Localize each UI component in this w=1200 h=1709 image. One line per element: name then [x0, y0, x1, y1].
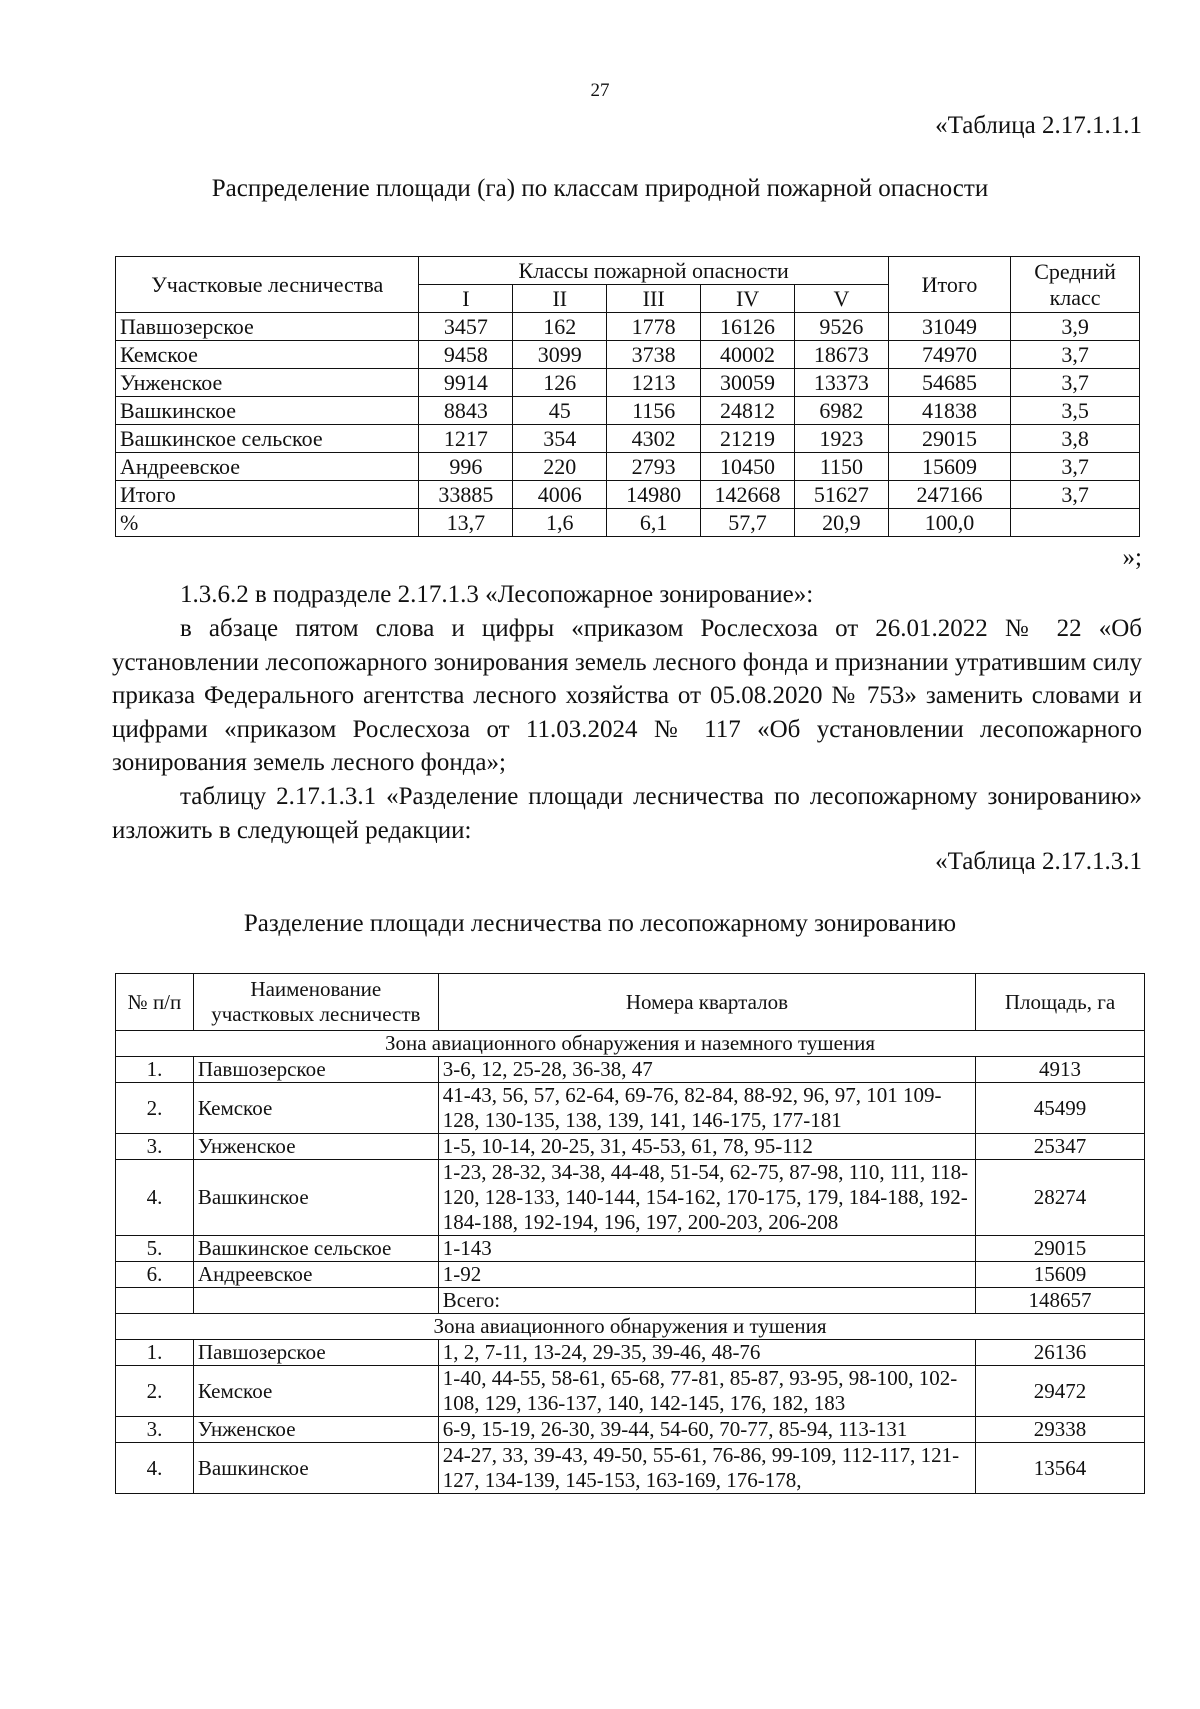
value-cell: 126 — [513, 369, 607, 397]
value-cell: 142668 — [701, 481, 795, 509]
table-row — [116, 509, 1140, 537]
table-header-row — [116, 257, 1140, 285]
district-name-cell: Итого — [116, 481, 419, 509]
district-name-cell: Вашкинское — [193, 1443, 438, 1494]
table-row — [116, 313, 1140, 341]
value-cell: 3,7 — [1011, 481, 1140, 509]
value-cell: 1778 — [607, 313, 701, 341]
area-cell: 4913 — [976, 1057, 1145, 1083]
value-cell: 74970 — [888, 341, 1010, 369]
value-cell: 1,6 — [513, 509, 607, 537]
quarters-cell: 6-9, 15-19, 26-30, 39-44, 54-60, 70-77, 85-94, 113-131 — [438, 1417, 975, 1443]
row-number-cell: 6. — [116, 1262, 194, 1288]
quarters-cell: 41-43, 56, 57, 62-64, 69-76, 82-84, 88-92, 96, 97, 101 109-128, 130-135, 138, 139, 141, 146-175, 177-181 — [438, 1083, 975, 1134]
header-district: Участковые лесничества — [116, 257, 419, 313]
value-cell: 100,0 — [888, 509, 1010, 537]
header-class: IV — [701, 285, 795, 313]
value-cell: 51627 — [794, 481, 888, 509]
district-name-cell: Павшозерское — [116, 313, 419, 341]
empty-cell — [193, 1288, 438, 1314]
value-cell: 8843 — [419, 397, 513, 425]
header-class: V — [794, 285, 888, 313]
value-cell: 33885 — [419, 481, 513, 509]
value-cell: 31049 — [888, 313, 1010, 341]
row-number-cell: 5. — [116, 1236, 194, 1262]
value-cell: 1923 — [794, 425, 888, 453]
quarters-cell: 1-143 — [438, 1236, 975, 1262]
row-number-cell: 2. — [116, 1366, 194, 1417]
header-class: III — [607, 285, 701, 313]
table-row — [116, 425, 1140, 453]
value-cell: 2793 — [607, 453, 701, 481]
value-cell: 3,7 — [1011, 369, 1140, 397]
value-cell: 3099 — [513, 341, 607, 369]
row-number-cell: 1. — [116, 1340, 194, 1366]
area-cell: 45499 — [976, 1083, 1145, 1134]
zone-title-row — [116, 1031, 1145, 1057]
table-row — [116, 397, 1140, 425]
value-cell: 162 — [513, 313, 607, 341]
district-name-cell: Кемское — [193, 1083, 438, 1134]
value-cell: 13373 — [794, 369, 888, 397]
value-cell: 4302 — [607, 425, 701, 453]
district-name-cell: Вашкинское сельское — [193, 1236, 438, 1262]
value-cell: 54685 — [888, 369, 1010, 397]
table-row — [116, 1057, 1145, 1083]
value-cell: 16126 — [701, 313, 795, 341]
table-row — [116, 1262, 1145, 1288]
value-cell: 13,7 — [419, 509, 513, 537]
quarters-cell: 3-6, 12, 25-28, 36-38, 47 — [438, 1057, 975, 1083]
value-cell: 3,5 — [1011, 397, 1140, 425]
value-cell: 220 — [513, 453, 607, 481]
table-row — [116, 481, 1140, 509]
quarters-cell: 1-40, 44-55, 58-61, 65-68, 77-81, 85-87, 93-95, 98-100, 102-108, 129, 136-137, 140, 142-145, 176, 182, 183 — [438, 1366, 975, 1417]
paragraph-subsection: 1.3.6.2 в подразделе 2.17.1.3 «Лесопожарное зонирование»: — [180, 581, 814, 608]
district-name-cell: Кемское — [116, 341, 419, 369]
header-quarters: Номера кварталов — [438, 974, 975, 1031]
value-cell: 6982 — [794, 397, 888, 425]
value-cell: 3,8 — [1011, 425, 1140, 453]
district-name-cell: Вашкинское — [193, 1160, 438, 1236]
district-name-cell: Павшозерское — [193, 1340, 438, 1366]
paragraph-amendment: в абзаце пятом слова и цифры «приказом Рослесхоза от 26.01.2022 № 22 «Об установлении лесопожарного зонирования земель лесного фонда и признании утратившим силу приказа Федерального агентства лесного хозяйства от 05.08.2020 № 753» заменить словами и цифрами «приказом Рослесхоза от 11.03.2024 № 117 «Об установлении лесопожарного зонирования земель лесного фонда»; — [112, 615, 1142, 776]
value-cell: 41838 — [888, 397, 1010, 425]
value-cell: 9526 — [794, 313, 888, 341]
table-row — [116, 1083, 1145, 1134]
header-total: Итого — [888, 257, 1010, 313]
value-cell: 21219 — [701, 425, 795, 453]
row-number-cell: 2. — [116, 1083, 194, 1134]
table-row — [116, 1366, 1145, 1417]
table1-closing-quote: »; — [1122, 544, 1142, 571]
area-cell: 25347 — [976, 1134, 1145, 1160]
value-cell: 29015 — [888, 425, 1010, 453]
area-cell: 13564 — [976, 1443, 1145, 1494]
area-cell: 26136 — [976, 1340, 1145, 1366]
district-name-cell: Кемское — [193, 1366, 438, 1417]
row-number-cell: 4. — [116, 1160, 194, 1236]
district-name-cell: % — [116, 509, 419, 537]
table1-title: Распределение площади (га) по классам природной пожарной опасности — [211, 175, 989, 202]
quarters-cell: 1-5, 10-14, 20-25, 31, 45-53, 61, 78, 95-112 — [438, 1134, 975, 1160]
value-cell: 3,7 — [1011, 341, 1140, 369]
fire-danger-table — [115, 256, 1140, 537]
value-cell: 18673 — [794, 341, 888, 369]
value-cell: 14980 — [607, 481, 701, 509]
table-row — [116, 1340, 1145, 1366]
quarters-cell: 1-92 — [438, 1262, 975, 1288]
table-row — [116, 453, 1140, 481]
area-cell: 29472 — [976, 1366, 1145, 1417]
total-label-cell: Всего: — [438, 1288, 975, 1314]
value-cell: 1217 — [419, 425, 513, 453]
table2-title: Разделение площади лесничества по лесопожарному зонированию — [243, 910, 957, 937]
empty-cell — [116, 1288, 194, 1314]
quarters-cell: 1-23, 28-32, 34-38, 44-48, 51-54, 62-75, 87-98, 110, 111, 118-120, 128-133, 140-144, 154-162, 170-175, 179, 184-188, 192-184-188, 192-194, 196, 197, 200-203, 206-208 — [438, 1160, 975, 1236]
value-cell: 3,7 — [1011, 453, 1140, 481]
value-cell — [1011, 509, 1140, 537]
row-number-cell: 3. — [116, 1134, 194, 1160]
value-cell: 40002 — [701, 341, 795, 369]
table-row — [116, 341, 1140, 369]
value-cell: 1150 — [794, 453, 888, 481]
value-cell: 6,1 — [607, 509, 701, 537]
row-number-cell: 4. — [116, 1443, 194, 1494]
value-cell: 30059 — [701, 369, 795, 397]
value-cell: 57,7 — [701, 509, 795, 537]
value-cell: 1213 — [607, 369, 701, 397]
value-cell: 247166 — [888, 481, 1010, 509]
district-name-cell: Андреевское — [193, 1262, 438, 1288]
header-classes: Классы пожарной опасности — [419, 257, 888, 285]
area-cell: 28274 — [976, 1160, 1145, 1236]
value-cell: 3738 — [607, 341, 701, 369]
table-header-row — [116, 974, 1145, 1031]
value-cell: 20,9 — [794, 509, 888, 537]
table-row — [116, 1134, 1145, 1160]
value-cell: 3457 — [419, 313, 513, 341]
district-name-cell: Унженское — [116, 369, 419, 397]
paragraph-table-replacement: таблицу 2.17.1.3.1 «Разделение площади лесничества по лесопожарному зонированию» изложить в следующей редакции: — [112, 783, 1142, 844]
header-district-name: Наименование участковых лесничеств — [193, 974, 438, 1031]
value-cell: 9458 — [419, 341, 513, 369]
area-cell: 29015 — [976, 1236, 1145, 1262]
row-number-cell: 1. — [116, 1057, 194, 1083]
table-row — [116, 1417, 1145, 1443]
header-class: I — [419, 285, 513, 313]
value-cell: 354 — [513, 425, 607, 453]
area-cell: 29338 — [976, 1417, 1145, 1443]
header-area: Площадь, га — [976, 974, 1145, 1031]
value-cell: 1156 — [607, 397, 701, 425]
district-name-cell: Унженское — [193, 1417, 438, 1443]
quarters-cell: 1, 2, 7-11, 13-24, 29-35, 39-46, 48-76 — [438, 1340, 975, 1366]
district-name-cell: Андреевское — [116, 453, 419, 481]
value-cell: 24812 — [701, 397, 795, 425]
quarters-cell: 24-27, 33, 39-43, 49-50, 55-61, 76-86, 99-109, 112-117, 121-127, 134-139, 145-153, 163-169, 176-178, — [438, 1443, 975, 1494]
table-row — [116, 1160, 1145, 1236]
value-cell: 15609 — [888, 453, 1010, 481]
district-name-cell: Унженское — [193, 1134, 438, 1160]
total-value-cell: 148657 — [976, 1288, 1145, 1314]
table1-reference: «Таблица 2.17.1.1.1 — [935, 112, 1142, 139]
zone-title: Зона авиационного обнаружения и наземного тушения — [116, 1031, 1145, 1057]
fire-zoning-table — [115, 973, 1145, 1494]
row-number-cell: 3. — [116, 1417, 194, 1443]
table2-reference: «Таблица 2.17.1.3.1 — [935, 848, 1142, 875]
district-name-cell: Павшозерское — [193, 1057, 438, 1083]
value-cell: 3,9 — [1011, 313, 1140, 341]
area-cell: 15609 — [976, 1262, 1145, 1288]
zone-title: Зона авиационного обнаружения и тушения — [116, 1314, 1145, 1340]
zone-title-row — [116, 1314, 1145, 1340]
value-cell: 996 — [419, 453, 513, 481]
header-number: № п/п — [116, 974, 194, 1031]
value-cell: 10450 — [701, 453, 795, 481]
value-cell: 9914 — [419, 369, 513, 397]
value-cell: 4006 — [513, 481, 607, 509]
table-row — [116, 1236, 1145, 1262]
district-name-cell: Вашкинское — [116, 397, 419, 425]
header-avg-class: Средний класс — [1011, 257, 1140, 313]
value-cell: 45 — [513, 397, 607, 425]
header-class: II — [513, 285, 607, 313]
page-number: 27 — [590, 80, 610, 101]
table-row — [116, 1443, 1145, 1494]
table-row — [116, 369, 1140, 397]
district-name-cell: Вашкинское сельское — [116, 425, 419, 453]
total-row — [116, 1288, 1145, 1314]
